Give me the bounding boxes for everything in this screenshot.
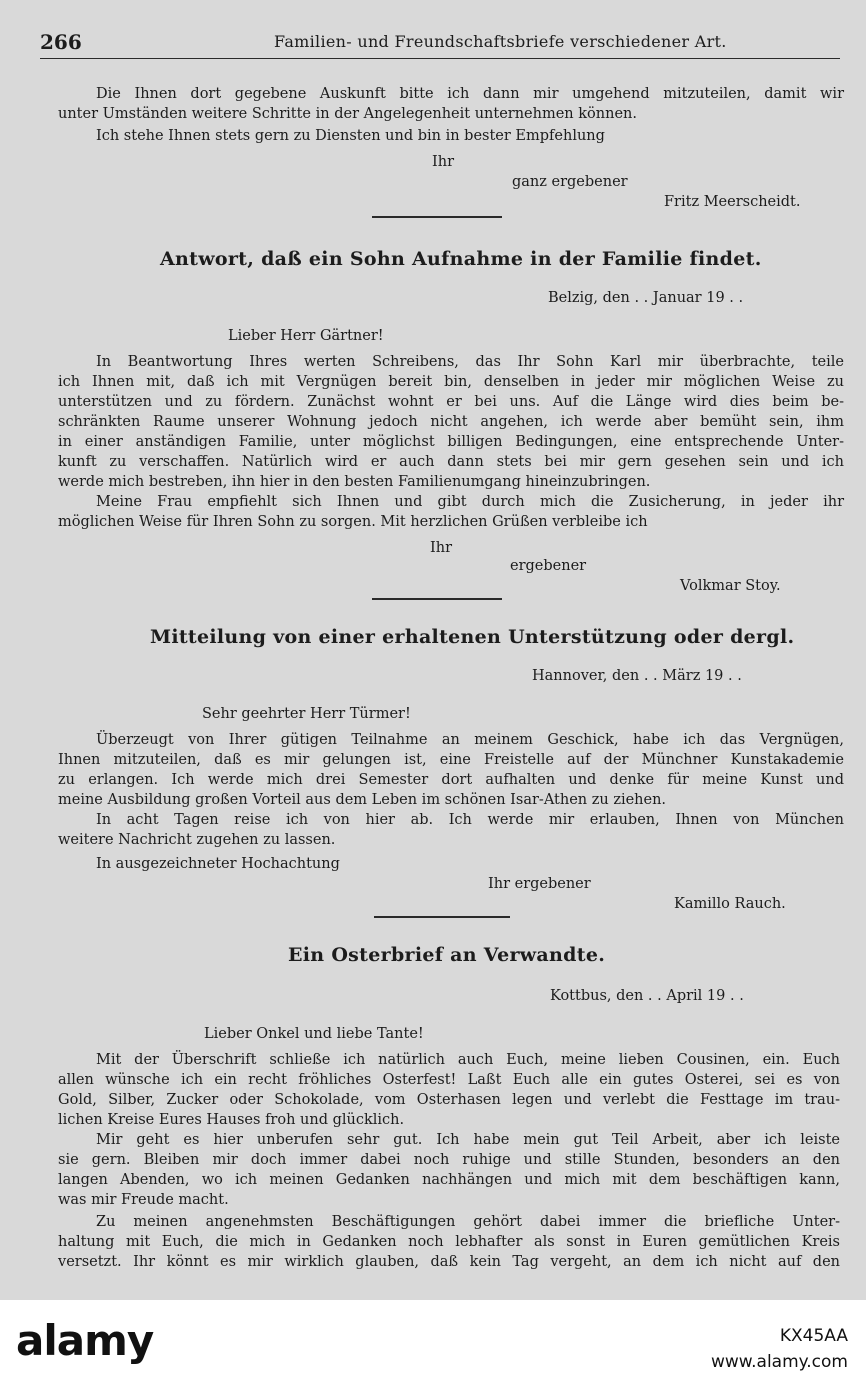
body-line: allen wünsche ich ein recht fröhliches Osterfest! Laßt Euch alle ein gutes Osterei, sei es von <box>58 1072 840 1088</box>
section-divider <box>372 216 502 218</box>
body-line: möglichen Weise für Ihren Sohn zu sorgen. Mit herzlichen Grüßen verbleibe ich <box>58 514 648 530</box>
letter-date: Hannover, den . . März 19 . . <box>532 668 742 684</box>
signature: Volkmar Stoy. <box>680 578 781 594</box>
stock-url: www.alamy.com <box>710 1352 848 1372</box>
section-divider <box>374 916 510 918</box>
body-line: versetzt. Ihr könnt es mir wirklich glauben, daß kein Tag vergeht, an dem ich nicht auf den <box>58 1254 840 1270</box>
body-line: zu erlangen. Ich werde mich drei Semester dort aufhalten und denke für meine Kunst und <box>58 772 844 788</box>
closing-line: Ihr <box>432 154 454 170</box>
body-line: Die Ihnen dort gegebene Auskunft bitte ich dann mir umgehend mitzuteilen, damit wir <box>96 86 844 102</box>
body-line: unter Umständen weitere Schritte in der Angelegenheit unternehmen können. <box>58 106 637 122</box>
letter-date: Belzig, den . . Januar 19 . . <box>548 290 744 306</box>
body-line: Ihnen mitzuteilen, daß es mir gelungen ist, eine Freistelle auf der Münchner Kunstakademie <box>58 752 844 768</box>
closing-line: ganz ergebener <box>512 174 628 190</box>
page-header <box>40 28 840 59</box>
body-line: In ausgezeichneter Hochachtung <box>96 856 340 872</box>
body-line: langen Abenden, wo ich meinen Gedanken nachhängen und mich mit dem beschäftigen kann, <box>58 1172 840 1188</box>
section-heading: Antwort, daß ein Sohn Aufnahme in der Familie findet. <box>160 248 762 270</box>
body-line: sie gern. Bleiben mir doch immer dabei noch ruhige und stille Stunden, besonders an den <box>58 1152 840 1168</box>
body-line: Mir geht es hier unberufen sehr gut. Ich habe mein gut Teil Arbeit, aber ich leiste <box>96 1132 840 1148</box>
closing-line: Ihr <box>430 540 452 556</box>
body-line: In Beantwortung Ihres werten Schreibens, das Ihr Sohn Karl mir überbrachte, teile <box>96 354 844 370</box>
section-heading: Ein Osterbrief an Verwandte. <box>288 944 606 966</box>
section-divider <box>372 598 502 600</box>
body-line: Mit der Überschrift schließe ich natürlich auch Euch, meine lieben Cousinen, ein. Euch <box>96 1052 840 1068</box>
body-line: ich Ihnen mit, daß ich mit Vergnügen bereit bin, denselben in jeder mir möglichen Weise zu <box>58 374 844 390</box>
alamy-logo: alamy <box>16 1316 154 1365</box>
signature: Kamillo Rauch. <box>674 896 786 912</box>
body-line: weitere Nachricht zugehen zu lassen. <box>58 832 336 848</box>
page-number: 266 <box>40 30 82 54</box>
body-line: kunft zu verschaffen. Natürlich wird er auch dann stets bei mir gern gesehen sein und ich <box>58 454 844 470</box>
body-line: schränkten Raume unserer Wohnung jedoch nicht angehen, ich werde aber bemüht sein, ihm <box>58 414 844 430</box>
body-line: Ich stehe Ihnen stets gern zu Diensten und bin in bester Empfehlung <box>96 128 605 144</box>
running-head: Familien- und Freundschaftsbriefe verschiedener Art. <box>274 32 727 51</box>
letter-date: Kottbus, den . . April 19 . . <box>550 988 744 1004</box>
body-line: haltung mit Euch, die mich in Gedanken noch lebhafter als sonst in Euren gemütlichen Kreis <box>58 1234 840 1250</box>
body-line: lichen Kreise Eures Hauses froh und glücklich. <box>58 1112 405 1128</box>
signature: Fritz Meerscheidt. <box>664 194 801 210</box>
image-id: KX45AA <box>779 1326 848 1346</box>
body-line: was mir Freude macht. <box>58 1192 229 1208</box>
section-heading: Mitteilung von einer erhaltenen Unterstützung oder dergl. <box>150 626 795 648</box>
body-line: Überzeugt von Ihrer gütigen Teilnahme an meinem Geschick, habe ich das Vergnügen, <box>96 732 844 748</box>
stock-footer <box>0 1300 866 1390</box>
body-line: Meine Frau empfiehlt sich Ihnen und gibt durch mich die Zusicherung, in jeder ihr <box>96 494 844 510</box>
body-line: In acht Tagen reise ich von hier ab. Ich werde mir erlauben, Ihnen von München <box>96 812 844 828</box>
closing-line: ergebener <box>510 558 587 574</box>
closing-line: Ihr ergebener <box>488 876 591 892</box>
salutation: Lieber Herr Gärtner! <box>228 328 384 344</box>
body-line: Zu meinen angenehmsten Beschäftigungen gehört dabei immer die briefliche Unter- <box>96 1214 840 1230</box>
body-line: werde mich bestreben, ihn hier in den besten Familienumgang hineinzubringen. <box>58 474 651 490</box>
salutation: Lieber Onkel und liebe Tante! <box>204 1026 424 1042</box>
body-line: unterstützen und zu fördern. Zunächst wohnt er bei uns. Auf die Länge wird dies beim be- <box>58 394 844 410</box>
body-line: Gold, Silber, Zucker oder Schokolade, vom Osterhasen legen und verlebt die Festtage im trau- <box>58 1092 840 1108</box>
body-line: in einer anständigen Familie, unter möglichst billigen Bedingungen, eine entsprechende Unter- <box>58 434 844 450</box>
body-line: meine Ausbildung großen Vorteil aus dem Leben im schönen Isar-Athen zu ziehen. <box>58 792 667 808</box>
salutation: Sehr geehrter Herr Türmer! <box>202 706 411 722</box>
